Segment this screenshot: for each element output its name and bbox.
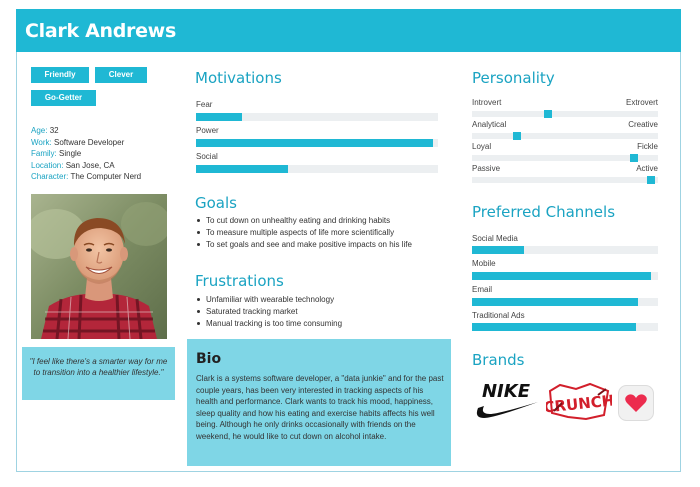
list-item: Manual tracking is too time consuming [196, 318, 342, 330]
motivation-fill-social [196, 165, 288, 173]
motivation-fill-power [196, 139, 433, 147]
fact-age: Age: 32 [31, 126, 59, 135]
persona-quote: "I feel like there's a smarter way for me to transition into a healthier lifestyle." [22, 347, 175, 400]
channel-fill [472, 246, 524, 254]
trait-left-analytical: Analytical [472, 120, 507, 129]
channel-label-traditional-ads: Traditional Ads [472, 311, 525, 320]
fact-character: Character: The Computer Nerd [31, 172, 142, 182]
portrait-image [31, 194, 167, 339]
trait-slider-introvert-extrovert [472, 111, 658, 117]
trait-slider-analytical-creative [472, 133, 658, 139]
motivation-label-social: Social [196, 152, 218, 161]
trait-right-creative: Creative [628, 120, 658, 129]
motivation-bar-fear [196, 113, 438, 121]
nike-logo [472, 380, 542, 424]
list-item: Unfamiliar with wearable technology [196, 294, 342, 306]
heart-app-icon-art [618, 385, 654, 421]
motivation-label-power: Power [196, 126, 219, 135]
trait-slider-passive-active [472, 177, 658, 183]
fact-family: Family: Single [31, 149, 82, 159]
goals-list [196, 215, 412, 251]
channel-label-social-media: Social Media [472, 234, 518, 243]
motivation-fill-fear [196, 113, 242, 121]
trait-knob [544, 110, 552, 118]
tag-go-getter: Go-Getter [31, 90, 96, 106]
bio-text: Clark is a systems software developer, a "data junkie" and for the past couple years, has been very interested in tracking aspects of his health and performance. Clark wants to track his mood, happiness, sleep quality and how his eating and exercise habits affects his well being. Although he only drinks occasionally with friends on the weekend, he would like to cut down on alcohol intake. [196, 374, 444, 441]
bio-title: Bio [196, 351, 222, 367]
channel-label-mobile: Mobile [472, 259, 496, 268]
crunch-logo [546, 381, 612, 423]
channel-bar-social-media [472, 246, 658, 254]
tag-clever: Clever [95, 67, 147, 83]
motivation-bar-power [196, 139, 438, 147]
trait-right-extrovert: Extrovert [625, 98, 658, 107]
list-item: To set goals and see and make positive impacts on his life [196, 239, 412, 251]
brands-title: Brands [472, 351, 525, 369]
trait-right-fickle: Fickle [637, 142, 658, 151]
fact-location: Location: San Jose, CA [31, 160, 115, 170]
trait-left-passive: Passive [472, 164, 501, 173]
frustrations-title: Frustrations [195, 272, 284, 290]
nike-logo-art [472, 380, 542, 424]
header-bar [16, 9, 681, 52]
svg-text:NIKE: NIKE [481, 381, 531, 402]
channel-label-email: Email [472, 285, 493, 294]
motivation-label-fear: Fear [196, 100, 213, 109]
goals-title: Goals [195, 194, 237, 212]
heart-app-icon [618, 385, 654, 421]
tag-friendly: Friendly [31, 67, 89, 83]
fact-work: Work: Software Developer [31, 137, 125, 147]
crunch-logo-art [546, 381, 612, 423]
svg-text:CRUNCH: CRUNCH [546, 391, 612, 417]
persona-name: Clark Andrews [25, 20, 176, 42]
persona-photo [31, 194, 167, 339]
channel-bar-email [472, 298, 658, 306]
channel-fill [472, 323, 636, 331]
motivation-bar-social [196, 165, 438, 173]
motivations-title: Motivations [195, 69, 282, 87]
trait-slider-loyal-fickle [472, 155, 658, 161]
trait-left-loyal: Loyal [472, 142, 492, 151]
persona-facts [31, 125, 141, 183]
list-item: Saturated tracking market [196, 306, 342, 318]
trait-left-introvert: Introvert [472, 98, 502, 107]
trait-knob [513, 132, 521, 140]
frustrations-list [196, 294, 342, 330]
channel-bar-mobile [472, 272, 658, 280]
bio-panel [187, 339, 451, 466]
channels-title: Preferred Channels [472, 203, 616, 221]
personality-title: Personality [472, 69, 555, 87]
list-item: To measure multiple aspects of life more scientifically [196, 227, 412, 239]
trait-knob [647, 176, 655, 184]
channel-fill [472, 272, 651, 280]
channel-fill [472, 298, 638, 306]
channel-bar-traditional-ads [472, 323, 658, 331]
trait-knob [630, 154, 638, 162]
list-item: To cut down on unhealthy eating and drinking habits [196, 215, 412, 227]
trait-right-active: Active [636, 164, 658, 173]
